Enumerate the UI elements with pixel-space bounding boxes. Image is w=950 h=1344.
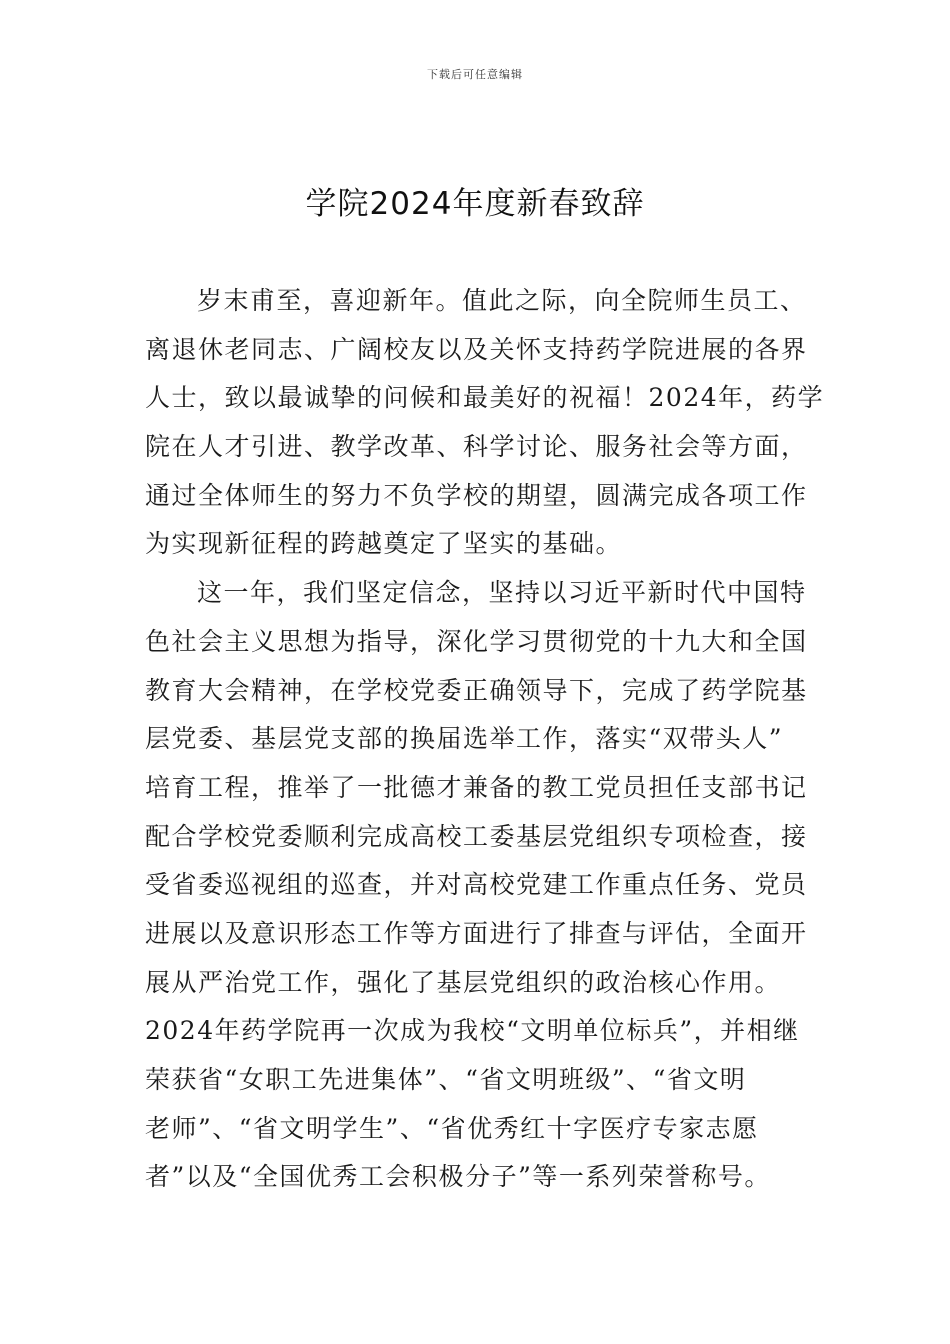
paragraph-line: 进展以及意识形态工作等方面进行了排查与评估，全面开 <box>145 918 808 948</box>
paragraph-line: 离退休老同志、广阔校友以及关怀支持药学院进展的各界 <box>145 334 808 364</box>
paragraph-line: 为实现新征程的跨越奠定了坚实的基础。 <box>145 529 623 559</box>
paragraph-line: 色社会主义思想为指导，深化学习贯彻党的十九大和全国 <box>145 626 808 656</box>
paragraph-line: 人士，致以最诚挚的问候和最美好的祝福！2024年，药学 <box>145 383 825 413</box>
paragraph-line: 2024年药学院再一次成为我校“文明单位标兵”，并相继 <box>145 1016 800 1046</box>
paragraph-line: 院在人才引进、教学改革、科学讨论、服务社会等方面， <box>145 432 808 462</box>
paragraph-line: 通过全体师生的努力不负学校的期望，圆满完成各项工作 <box>145 480 808 510</box>
paragraph-line: 培育工程，推举了一批德才兼备的教工党员担任支部书记 <box>145 772 808 802</box>
document-body <box>145 277 825 1202</box>
paragraph-line: 者”以及“全国优秀工会积极分子”等一系列荣誉称号。 <box>145 1162 771 1192</box>
paragraph-line: 配合学校党委顺利完成高校工委基层党组织专项检查，接 <box>145 821 808 851</box>
paragraph-line: 老师”、“省文明学生”、“省优秀红十字医疗专家志愿 <box>145 1113 759 1143</box>
paragraph-line: 受省委巡视组的巡查，并对高校党建工作重点任务、党员 <box>145 870 808 900</box>
paragraph-line: 展从严治党工作，强化了基层党组织的政治核心作用。 <box>145 967 782 997</box>
paragraph-line: 这一年，我们坚定信念，坚持以习近平新时代中国特 <box>197 578 807 608</box>
paragraph-line: 岁末甫至，喜迎新年。值此之际，向全院师生员工、 <box>197 286 807 315</box>
document-title: 学院2024年度新春致辞 <box>305 186 645 222</box>
paragraph-line: 教育大会精神，在学校党委正确领导下，完成了药学院基 <box>145 675 808 705</box>
paragraph-line: 层党委、基层党支部的换届选举工作，落实“双带头人” <box>145 724 784 754</box>
header-note: 下载后可任意编辑 <box>427 68 523 81</box>
paragraph-line: 荣获省“女职工先进集体”、“省文明班级”、“省文明 <box>145 1065 747 1094</box>
